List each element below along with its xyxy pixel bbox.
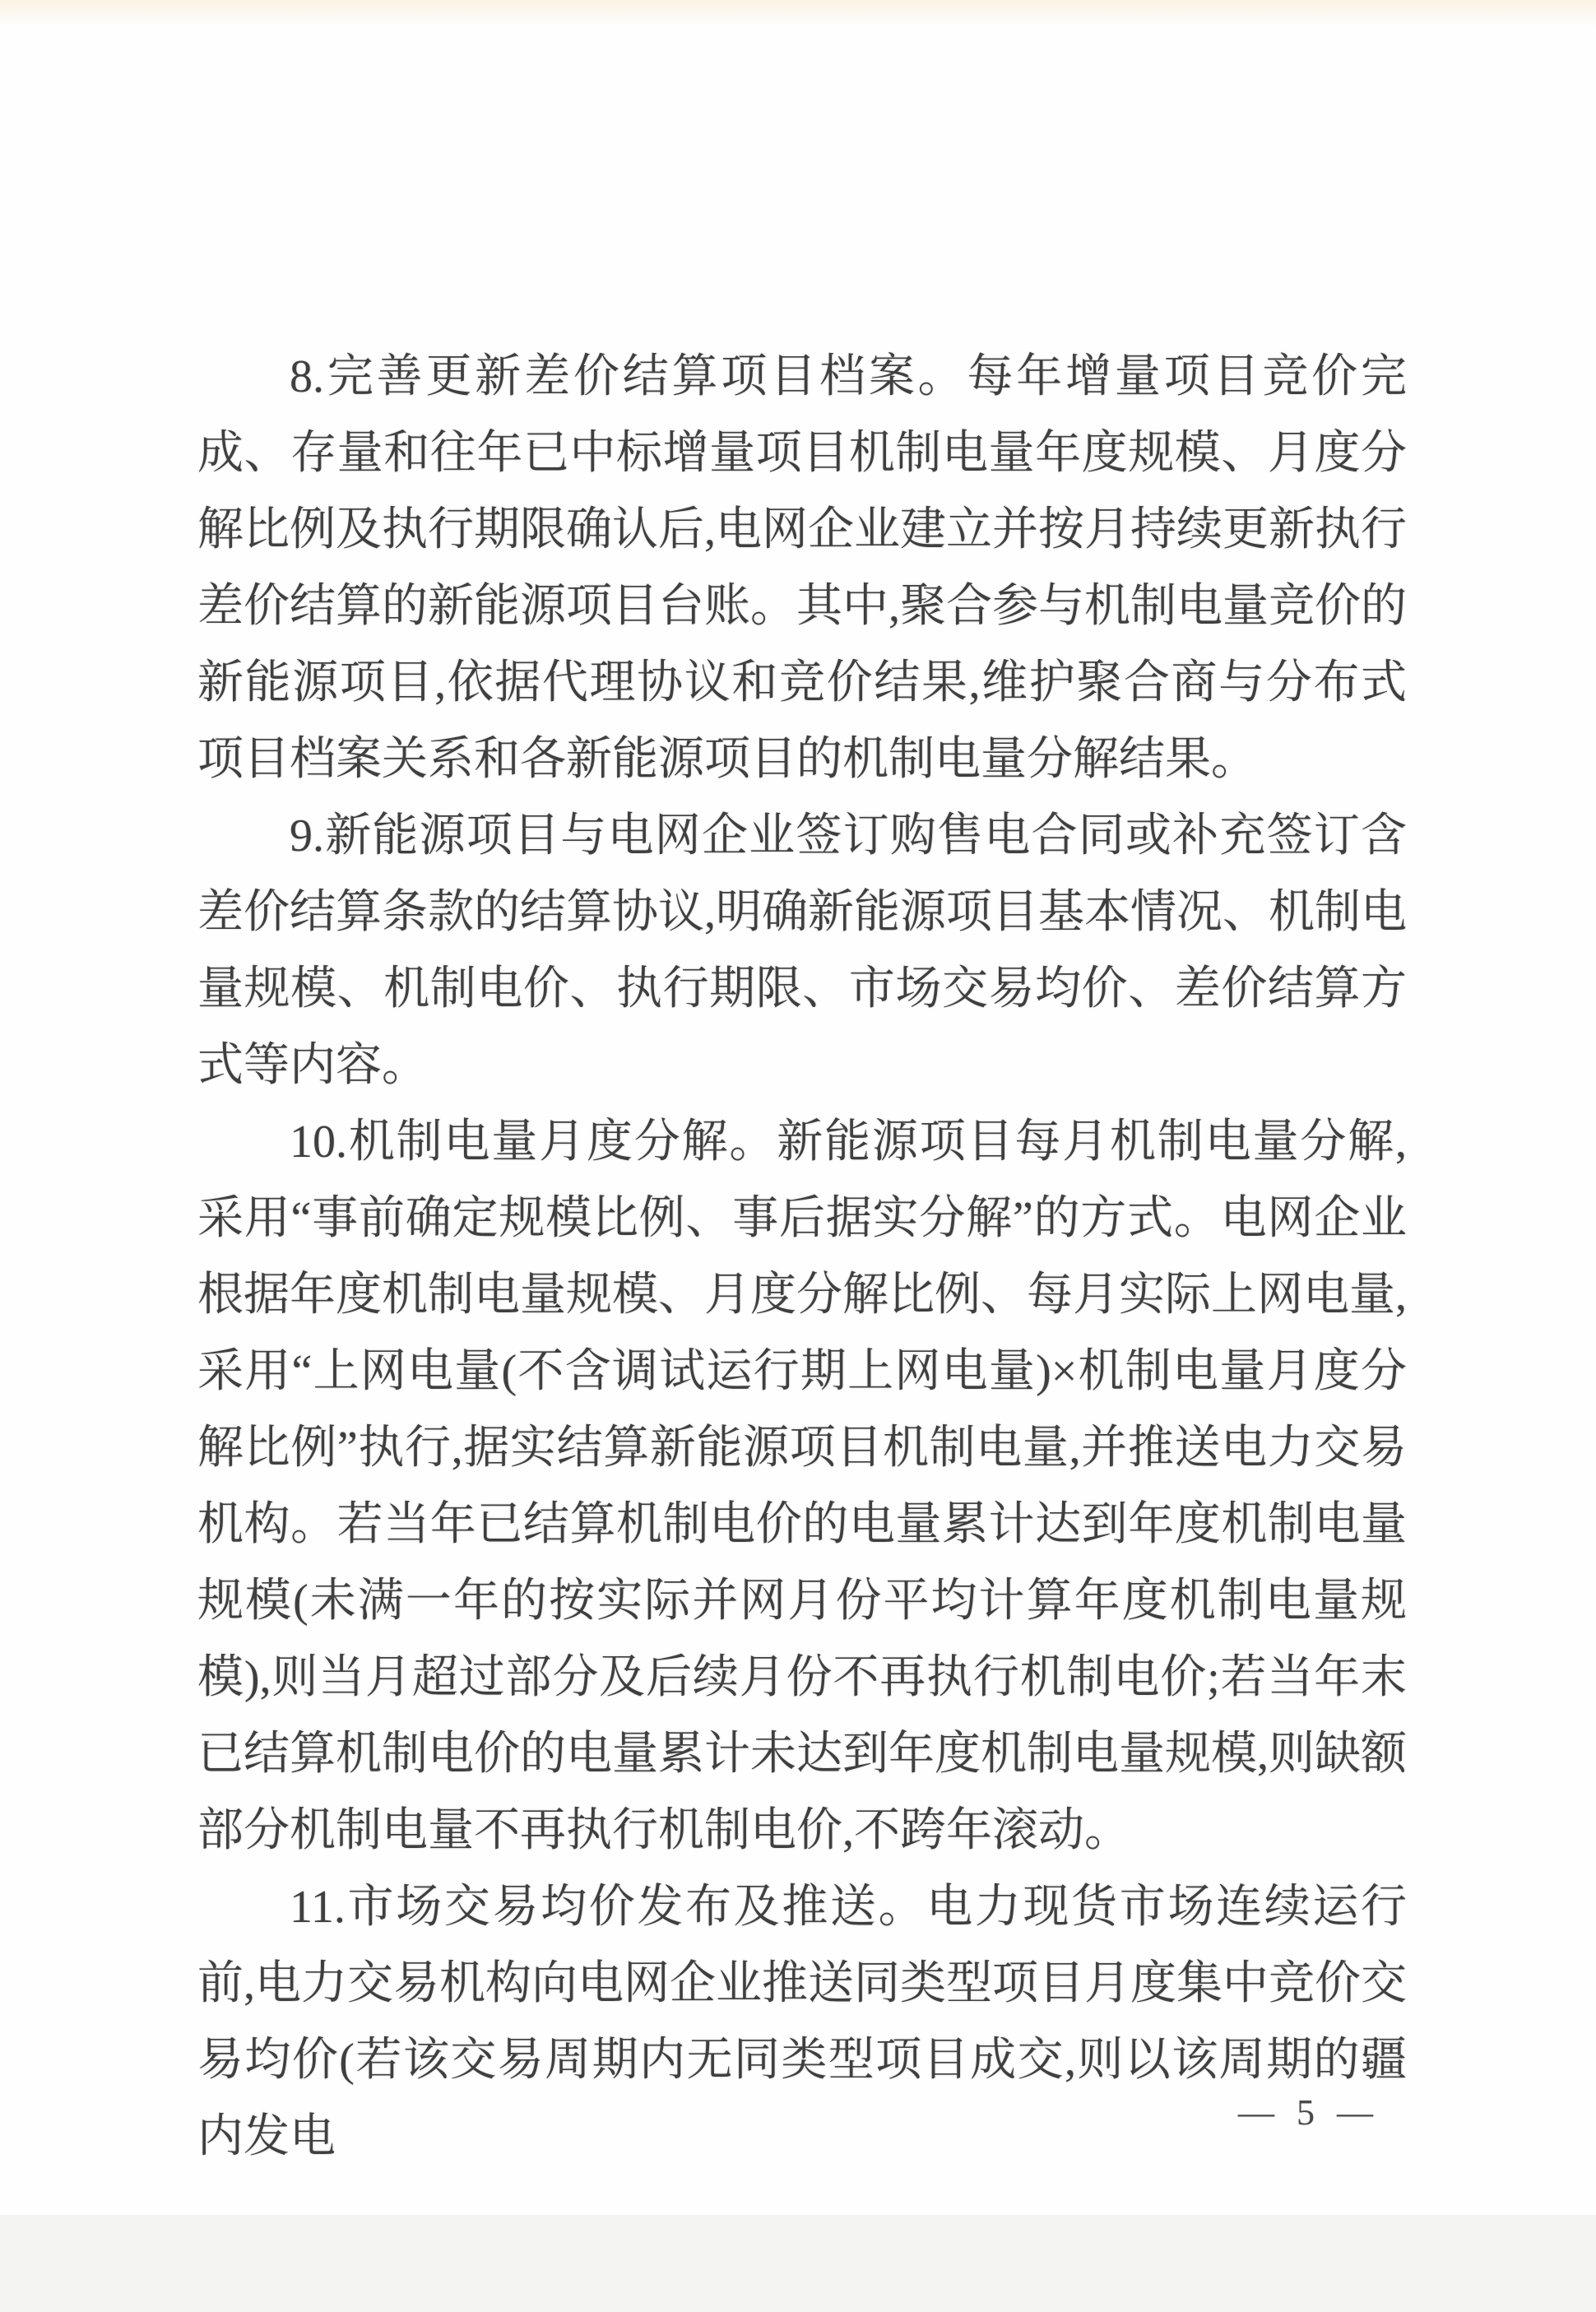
document-body xyxy=(197,339,1407,2175)
paragraph-item-10: 10.机制电量月度分解。新能源项目每月机制电量分解,采用“事前确定规模比例、事后据实分解”的方式。电网企业根据年度机制电量规模、月度分解比例、每月实际上网电量,采用“上网电量(不含调试运行期上网电量)×机制电量月度分解比例”执行,据实结算新能源项目机制电量,并推送电力交易机构。若当年已结算机制电价的电量累计达到年度机制电量规模(未满一年的按实际并网月份平均计算年度机制电量规模),则当月超过部分及后续月份不再执行机制电价;若当年末已结算机制电价的电量累计未达到年度机制电量规模,则缺额部分机制电量不再执行机制电价,不跨年滚动。 xyxy=(197,1117,1407,1856)
scan-bottom-edge xyxy=(0,2215,1596,2312)
page-number: — 5 — xyxy=(1238,2092,1380,2133)
paragraph-item-11: 11.市场交易均价发布及推送。电力现货市场连续运行前,电力交易机构向电网企业推送同类型项目月度集中竞价交易均价(若该交易周期内无同类型项目成交,则以该周期的疆内发电 xyxy=(197,1882,1407,2162)
scan-top-edge-tint xyxy=(0,0,1596,31)
paragraph-item-8: 8.完善更新差价结算项目档案。每年增量项目竞价完成、存量和往年已中标增量项目机制电量年度规模、月度分解比例及执行期限确认后,电网企业建立并按月持续更新执行差价结算的新能源项目台账。其中,聚合参与机制电量竞价的新能源项目,依据代理协议和竞价结果,维护聚合商与分布式项目档案关系和各新能源项目的机制电量分解结果。 xyxy=(197,351,1407,785)
paragraph-item-9: 9.新能源项目与电网企业签订购售电合同或补充签订含差价结算条款的结算协议,明确新能源项目基本情况、机制电量规模、机制电价、执行期限、市场交易均价、差价结算方式等内容。 xyxy=(197,810,1407,1091)
